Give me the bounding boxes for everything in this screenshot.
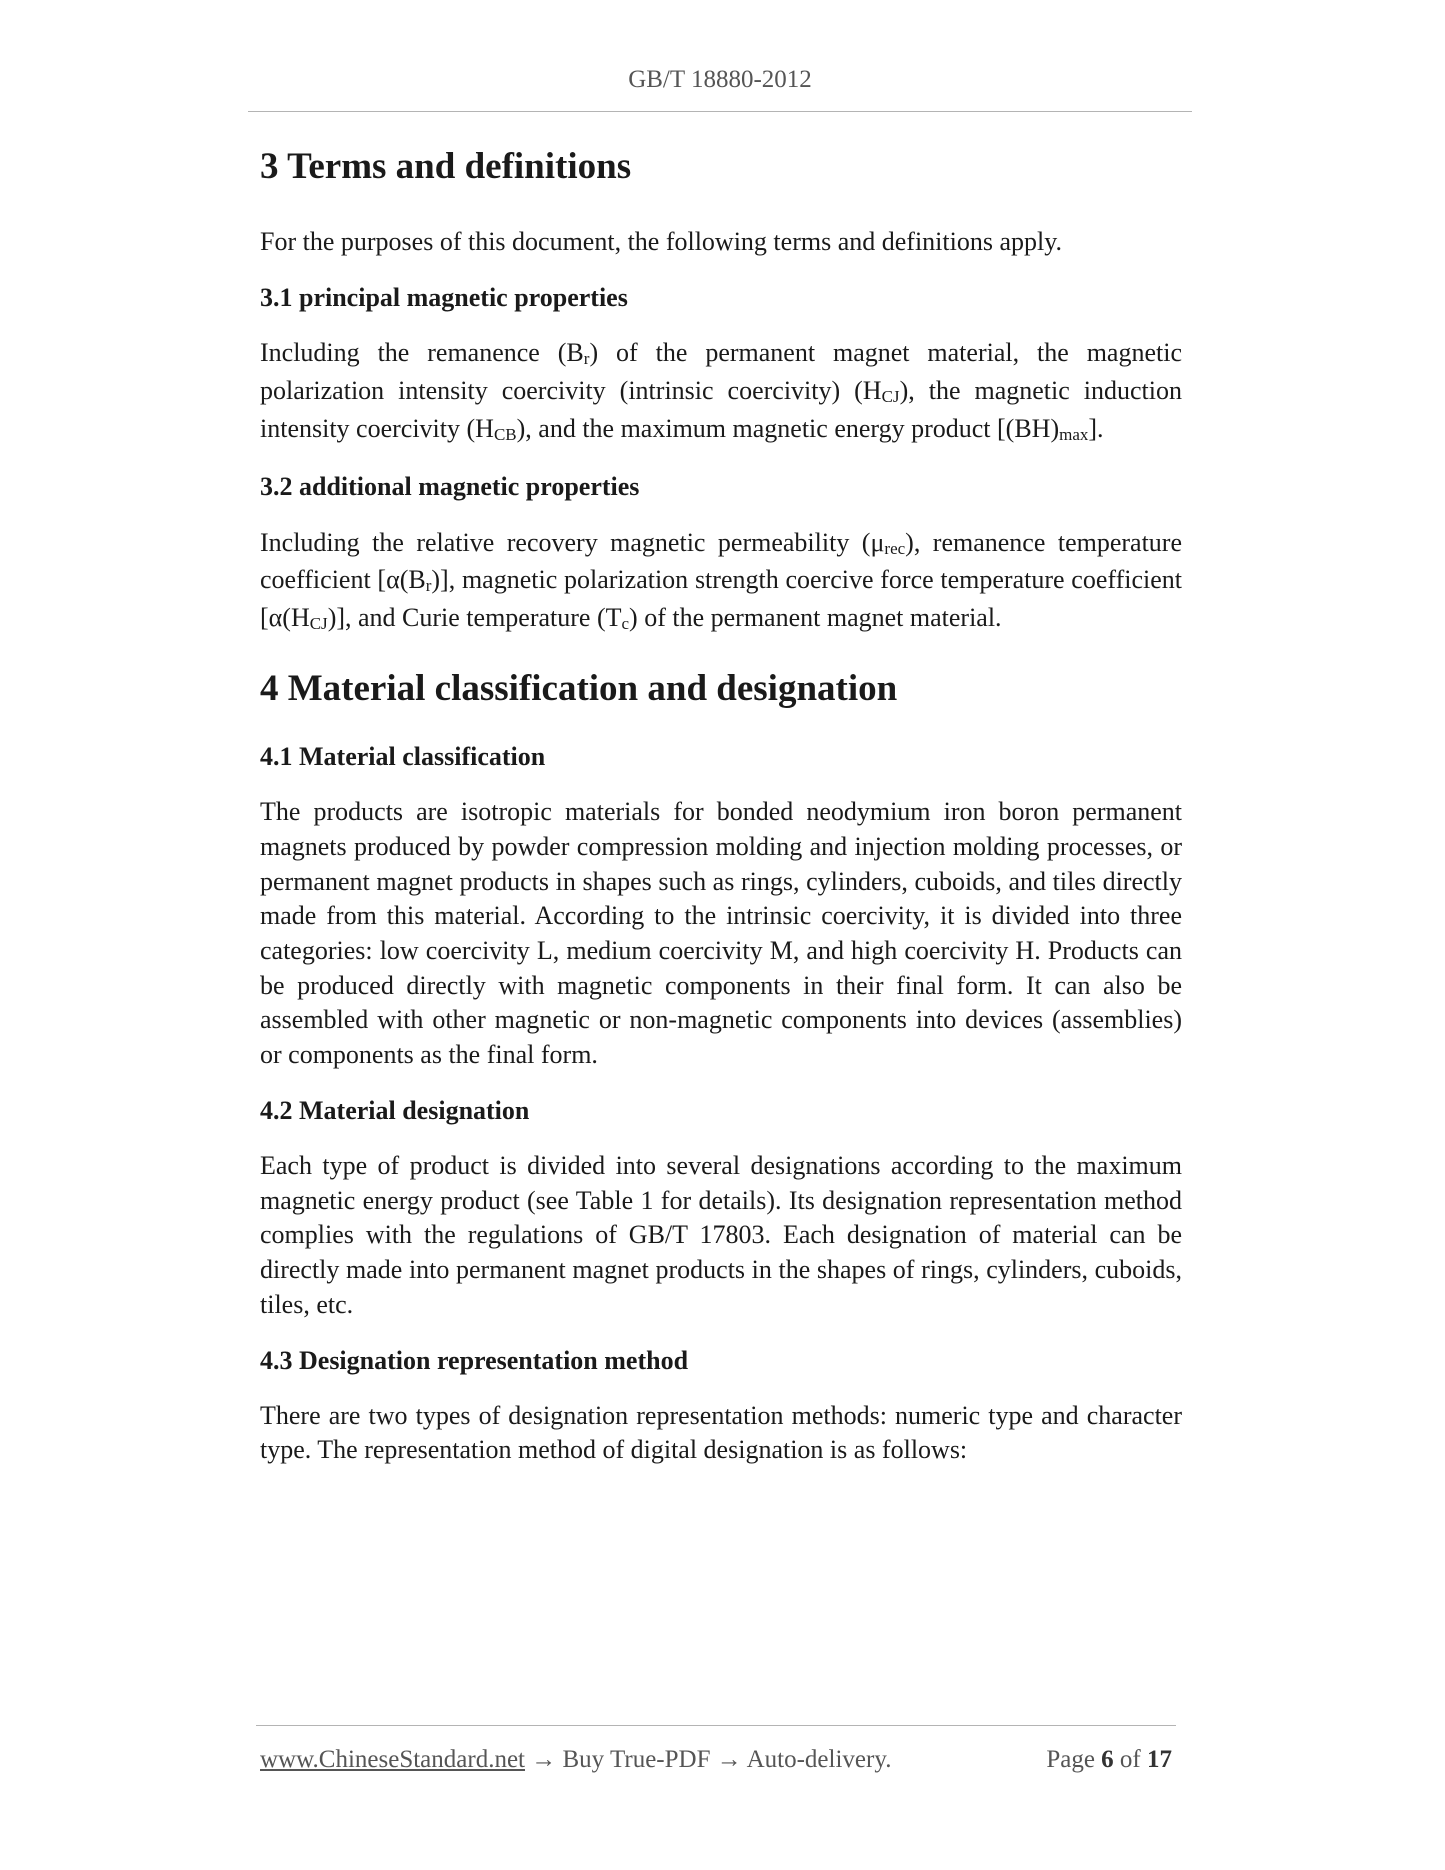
section-4-1-heading: 4.1 Material classification: [260, 742, 546, 772]
section-4-1-text: The products are isotropic materials for bonded neodymium iron boron permanent magnets produced by powder compression molding and injection molding processes, or permanent magnet products in shapes such as rings, cylinders, cuboids, and tiles directly made from this material. According to the intrinsic coercivity, it is divided into three categories: low coercivity L, medium coercivity M, and high coercivity H. Products can be produced directly with magnetic components in their final form. It can also be assembled with other magnetic or non-magnetic components into devices (assemblies) or components as the final form.: [260, 797, 1182, 1070]
current-page: 6: [1101, 1746, 1114, 1773]
page-number: Page 6 of 17: [1046, 1746, 1172, 1773]
section-4-3-heading: 4.3 Designation representation method: [260, 1345, 689, 1375]
chinesestandard-link[interactable]: www.ChineseStandard.net: [260, 1746, 525, 1773]
section-4-3-text: There are two types of designation representation methods: numeric type and character type. The representation method of digital designation is as follows:: [260, 1400, 1182, 1465]
page-content: [260, 145, 1182, 1468]
page-footer: [256, 1725, 1176, 1778]
section-3-1-heading: 3.1 principal magnetic properties: [260, 283, 628, 313]
document-code: GB/T 18880-2012: [628, 66, 812, 93]
section-3-2-text: Including the relative recovery magnetic permeability (μrec), remanence temperature coefficient [α(Br)], magnetic polarization strength coercive force temperature coefficient [α(HCJ)], and Curie temperature (Tc) of the permanent magnet material.: [260, 527, 1182, 633]
section-3-1-text: Including the remanence (Br) of the permanent magnet material, the magnetic polarization intensity coercivity (intrinsic coercivity) (HCJ), the magnetic induction intensity coercivity (HCB), and the maximum magnetic energy product [(BH)max].: [260, 338, 1182, 444]
footer-tagline: → Buy True-PDF → Auto-delivery.: [525, 1746, 892, 1773]
section-3-intro: For the purposes of this document, the following terms and definitions apply.: [260, 227, 1063, 257]
section-3-2-heading: 3.2 additional magnetic properties: [260, 472, 640, 502]
total-pages: 17: [1147, 1746, 1172, 1773]
section-4-2-text: Each type of product is divided into several designations according to the maximum magnetic energy product (see Table 1 for details). Its designation representation method complies with the regulations of GB/T 17803. Each designation of material can be directly made into permanent magnet products in the shapes of rings, cylinders, cuboids, tiles, etc.: [260, 1151, 1182, 1319]
section-4-heading: 4 Material classification and designation: [260, 667, 898, 709]
page-header: [248, 66, 1192, 112]
section-4-2-heading: 4.2 Material designation: [260, 1095, 530, 1125]
section-3-heading: 3 Terms and definitions: [260, 146, 632, 187]
footer-links: [260, 1746, 891, 1774]
